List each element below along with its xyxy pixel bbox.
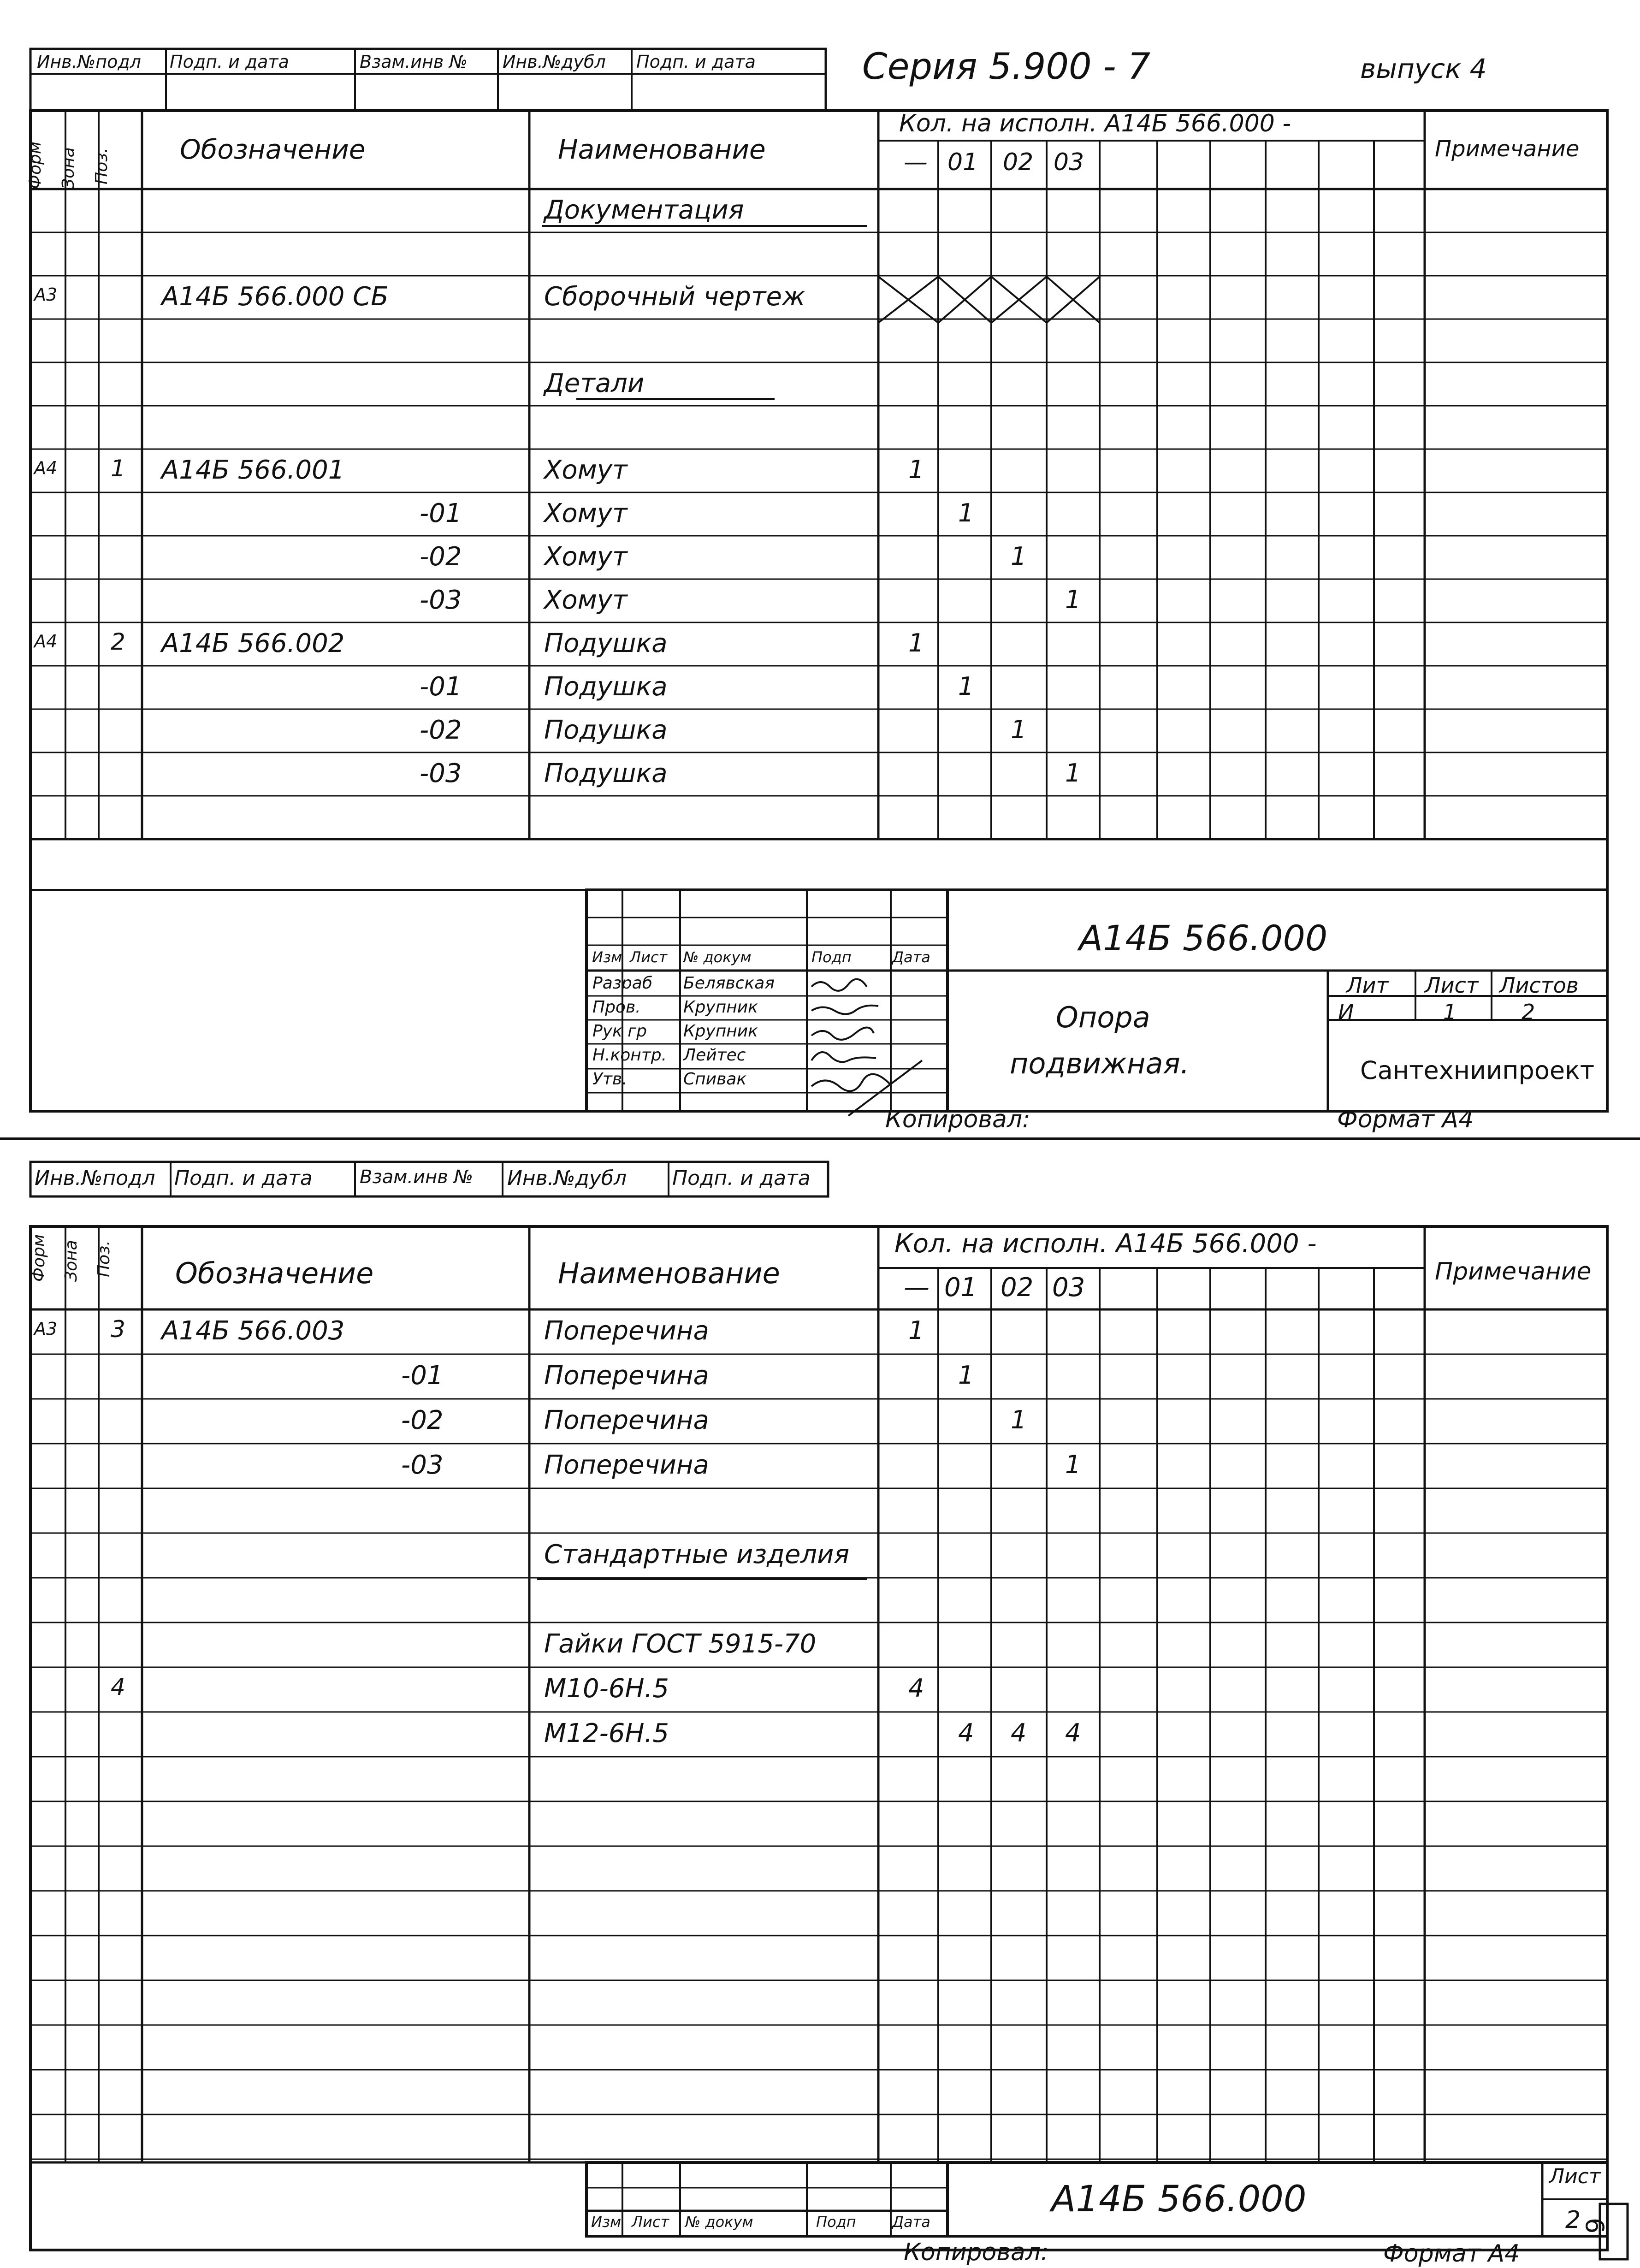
stamp-cell-replace-inv: Взам.инв № [360,52,468,72]
header-position: Поз. [92,148,111,184]
issue-label: выпуск 4 [1360,53,1487,84]
row-position: 3 [111,1315,125,1343]
row-qty-3: 1 [1065,585,1081,615]
tb2-doc-number: А14Б 566.000 [1051,2179,1307,2220]
grid-lines [0,49,1640,2259]
row-qty-3: 4 [1065,1718,1081,1747]
row-name: Хомут [544,498,628,529]
row-name: Сборочный чертеж [544,282,805,312]
sheet-1-copied: Копировал: [885,1106,1030,1133]
page-number: 6 [1580,2218,1609,2234]
row-format: А3 [34,1318,58,1339]
row-qty-0: 1 [908,455,924,485]
row-qty-1: 4 [958,1718,974,1747]
row-qty-2: 1 [1011,1405,1027,1434]
header2-variant-03: 03 [1052,1273,1085,1303]
tb2-col-izm: Изм [591,2213,622,2231]
header-variant-base: — [904,148,928,176]
row-name: Поперечина [544,1450,709,1480]
row-designation: А14Б 566.002 [161,628,345,659]
tb-person: Крупник [683,1022,758,1041]
row-designation: -01 [420,672,462,702]
stamp2-cell-inv-orig: Инв.№подл [35,1167,155,1190]
row-name: Гайки ГОСТ 5915-70 [544,1628,817,1659]
header-variant-01: 01 [947,148,978,176]
row-format: А4 [34,631,58,652]
sheet-2-copied: Копировал: [904,2238,1049,2266]
row-name: Поперечина [544,1315,709,1346]
tb2-sheet-value: 2 [1565,2206,1581,2234]
row-designation: А14Б 566.001 [161,455,345,486]
tb-sheet-label: Лист [1425,973,1479,998]
stamp2-cell-inv-dup: Инв.№дубл [507,1167,627,1190]
row-name: Подушка [544,715,668,746]
header-note: Примечание [1435,136,1580,162]
stamp-cell-inv-dup: Инв.№дубл [503,52,606,72]
tb-col-list: Лист [630,948,668,966]
stamp-cell-inv-orig: Инв.№подл [37,52,141,72]
tb-title-line1: Опора [1056,1001,1150,1034]
tb2-col-date: Дата [892,2213,930,2231]
row-qty-1: 1 [958,672,974,701]
tb-lit-label: Лит [1346,973,1389,998]
tb-person: Лейтес [683,1046,746,1065]
tb-person: Белявская [683,974,775,993]
tb-role: Рук гр [592,1022,647,1041]
tb-col-doc: № докум [683,948,752,966]
header2-position: Поз. [95,1240,113,1277]
tb-role: Н.контр. [592,1046,667,1065]
header2-note: Примечание [1435,1258,1592,1285]
header2-variant-01: 01 [944,1273,977,1303]
tb2-col-sign: Подп [816,2213,856,2231]
row-qty-3: 1 [1065,1450,1081,1479]
tb-col-izm: Изм [592,948,622,966]
row-format: А3 [34,284,58,305]
tb-sheets-value: 2 [1522,1000,1535,1024]
header-variant-02: 02 [1003,148,1034,176]
row-name: Детали [544,368,645,399]
header-format: Форм [26,141,45,189]
header-designation: Обозначение [180,134,366,165]
row-name: М10-6Н.5 [544,1673,669,1704]
row-position: 2 [111,628,125,656]
tb-role: Утв. [592,1070,628,1089]
row-name: Подушка [544,672,668,702]
stamp2-cell-sign-date-2: Подп. и дата [672,1167,811,1190]
tb-title-line2: подвижная. [1010,1047,1190,1080]
row-designation: -01 [401,1360,444,1391]
row-qty-1: 1 [958,1360,974,1390]
tb-sheet-value: 1 [1443,1000,1457,1024]
tb-sheets-label: Листов [1499,973,1579,998]
header2-variant-02: 02 [1001,1273,1034,1303]
row-qty-2: 1 [1011,715,1027,745]
tb-role: Пров. [592,998,641,1017]
tb-col-date: Дата [892,948,930,966]
sheet-2-format: Формат А4 [1383,2240,1520,2268]
row-name: Хомут [544,585,628,616]
row-qty-1: 1 [958,498,974,528]
tb-lit-value: И [1338,1000,1354,1024]
row-qty-0: 4 [908,1673,924,1703]
header2-variant-base: — [904,1273,930,1303]
row-designation: А14Б 566.000 СБ [161,282,389,312]
row-designation: -03 [401,1450,444,1480]
header2-designation: Обозначение [175,1256,374,1290]
row-designation: -03 [420,585,462,616]
row-qty-2: 1 [1011,542,1027,571]
row-name: Хомут [544,542,628,572]
row-designation: А14Б 566.003 [161,1315,345,1346]
row-position: 1 [111,455,125,482]
header-quantity-group: Кол. на исполн. А14Б 566.000 - [899,110,1291,137]
row-format: А4 [34,458,58,479]
row-qty-0: 1 [908,1315,924,1345]
row-designation: -03 [420,758,462,789]
row-name: Документация [544,195,744,225]
tb-person: Крупник [683,998,758,1017]
header2-name: Наименование [558,1256,780,1290]
row-name: Хомут [544,455,628,486]
tb-doc-number: А14Б 566.000 [1079,918,1328,959]
row-name: Подушка [544,628,668,659]
tb2-col-doc: № докум [685,2213,753,2231]
header-variant-03: 03 [1054,148,1084,176]
tb-organization: Сантехниипроект [1360,1056,1595,1085]
row-designation: -02 [420,542,462,572]
series-label: Серия 5.900 - 7 [862,46,1151,88]
tb-person: Спивак [683,1070,747,1089]
stamp-cell-sign-date: Подп. и дата [170,52,289,72]
header2-zone: Зона [62,1240,81,1282]
row-position: 4 [111,1673,125,1700]
header-zone: Зона [59,147,78,189]
row-designation: -02 [420,715,462,746]
row-qty-0: 1 [908,628,924,658]
row-name: Поперечина [544,1405,709,1435]
header-name: Наименование [558,134,766,165]
header2-quantity-group: Кол. на исполн. А14Б 566.000 - [894,1229,1317,1259]
stamp-cell-sign-date-2: Подп. и дата [636,52,756,72]
row-designation: -02 [401,1405,444,1435]
row-name: Подушка [544,758,668,789]
row-qty-3: 1 [1065,758,1081,788]
row-name: Поперечина [544,1360,709,1391]
row-designation: -01 [420,498,462,529]
tb-col-sign: Подп [811,948,852,966]
tb-role: Разраб [592,974,653,993]
row-name: Стандартные изделия [544,1539,850,1569]
row-name: М12-6Н.5 [544,1718,669,1748]
tb2-col-list: Лист [632,2213,669,2231]
sheet-1-format: Формат А4 [1337,1106,1474,1133]
row-qty-2: 4 [1011,1718,1027,1747]
stamp2-cell-sign-date: Подп. и дата [174,1167,313,1190]
stamp2-cell-replace-inv: Взам.инв № [360,1167,474,1188]
header2-format: Форм [30,1234,48,1282]
tb2-sheet-label: Лист [1549,2165,1601,2188]
